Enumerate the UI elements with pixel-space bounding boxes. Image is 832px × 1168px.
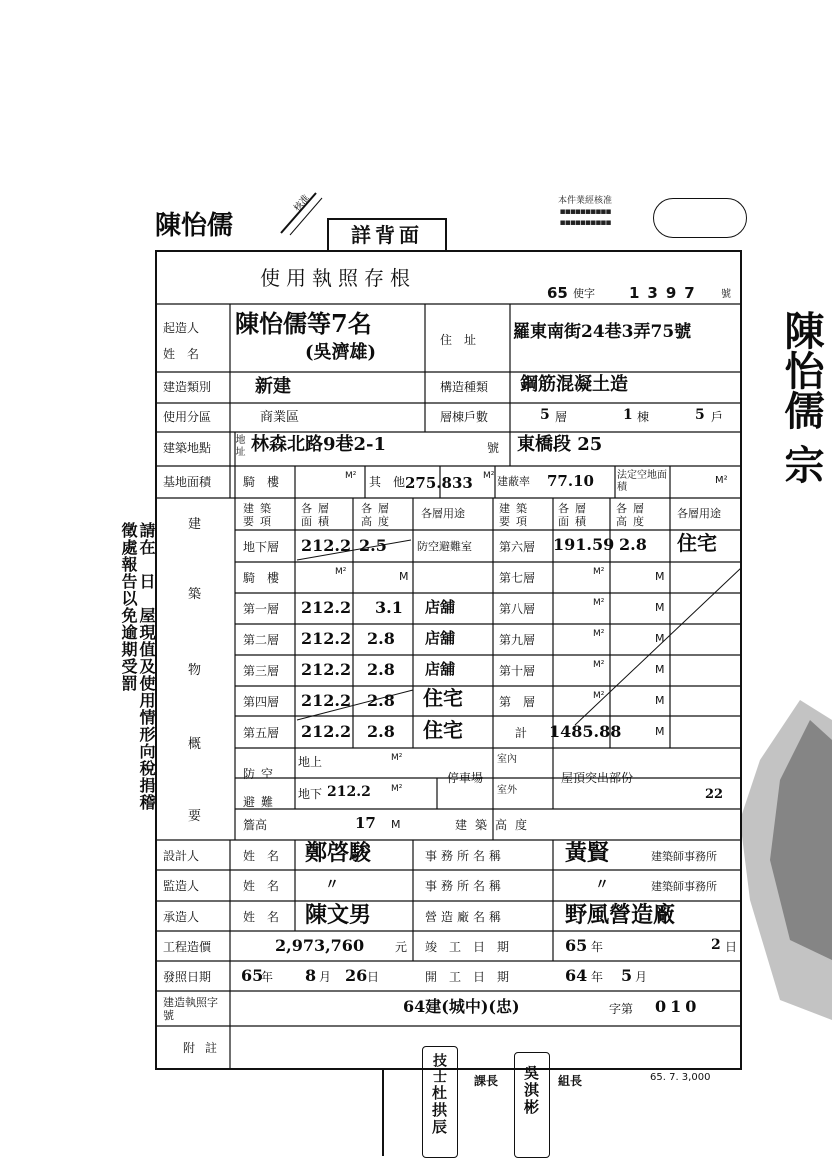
detail-back-stamp: 詳背面 bbox=[327, 218, 447, 252]
chief-seal: 吳淇彬 bbox=[514, 1052, 550, 1158]
form-title: 使用執照存根 bbox=[260, 266, 416, 290]
total-area: 1485.88 bbox=[549, 722, 622, 741]
contractor-firm: 野風營造廠 bbox=[565, 902, 676, 928]
designer-name: 鄭啓駿 bbox=[305, 840, 372, 866]
building-type: 新建 bbox=[255, 376, 291, 397]
builder-address: 羅東南街24巷3弄75號 bbox=[513, 322, 692, 342]
permit-form: 使用執照存根 65 使字 1397 號 起造人 姓 名 陳怡儒等7名 (吳濟雄) 住 址 羅東南街24巷3弄75號 建造類別 新建 構造種類 鋼筋混凝土造 使用分區 商業區 層棟戶數 5 層 1 棟 5 戶 建築地點 地址 林森北路9巷2-1 號 東橋段 25 基地面積 騎 樓 M² 其 他 275.833 M² 建蔽率 77.10 法定空地面積 M² 建 築 物 概 要 建築要項 各層面積 各層高度 各層用途 建築要項 各層面積 各層高度 各層用途 地下層 212.2 2.5 防空避難室 騎 樓 M² M 第一層 212.2 3.1 店舖 第二層 212.2 2.8 店舖 第三層 212.2 2.8 店舖 第四層 212.2 2.8 住宅 第五層 212.2 2.8 住宅 第六層 191.59 2.8 住宅 第七層 M² M 第八層 M² M 第九層 M² M 第十層 M² M 第 層 M² M 計 1485.88 M 防空避難 地上 M² 地下 212.2 M² 停車場 室內 室外 屋頂突出部份 22 簷高 17 M 建築高度 設計人 姓 名 鄭啓駿 事務所名稱 黃賢 建築師事務所 監造人 姓 名 〃 事務所名稱 〃 建築師事務所 承造人 姓 名 陳文男 營造廠名稱 野風營造廠 工程造價 2,973,760 元 竣工日期 65 年 2 日 發照日期 65 年 8 月 26 日 開工日期 64 年 5 月 建造執照字號 64建(城中)(忠) 字第 010 附註 bbox=[155, 250, 742, 1070]
approval-mark: 核准 bbox=[276, 188, 326, 238]
project-cost: 2,973,760 bbox=[275, 936, 365, 955]
right-margin-text: 陳怡儒 宗 bbox=[778, 310, 825, 484]
oval-seal bbox=[653, 198, 747, 238]
builder-name: 陳怡儒等7名 bbox=[235, 309, 372, 338]
other-area: 275.833 bbox=[405, 474, 473, 492]
top-right-stamp: 本件業經核准 ▪▪▪▪▪▪▪▪▪▪ ▪▪▪▪▪▪▪▪▪▪ bbox=[525, 196, 750, 240]
contractor-name: 陳文男 bbox=[305, 902, 372, 928]
construction-permit-number: 64建(城中)(忠) bbox=[403, 997, 520, 1016]
use-zone: 商業區 bbox=[260, 410, 300, 425]
site-address: 林森北路9巷2-1 bbox=[251, 434, 387, 455]
tax-reminder-note: 請在 日 屋現值及使用情形向稅捐稽徵處報告以免逾期受罰 bbox=[119, 522, 156, 811]
owner-name-top: 陳怡儒 bbox=[155, 211, 234, 241]
coverage-ratio: 77.10 bbox=[547, 472, 594, 490]
scan-smudge bbox=[740, 700, 832, 1020]
tech-seal: 技士 杜拱辰 bbox=[422, 1046, 458, 1158]
structure-type: 鋼筋混凝土造 bbox=[520, 374, 628, 395]
bottom-stamps: 技士 杜拱辰 課長 吳淇彬 組長 bbox=[382, 1070, 642, 1160]
print-info: 65. 7. 3,000 bbox=[650, 1072, 711, 1083]
permit-year: 65 bbox=[547, 284, 568, 302]
builder-alias: (吳濟雄) bbox=[305, 342, 377, 363]
permit-number: 1397 bbox=[629, 284, 703, 302]
site-lot: 東橋段 25 bbox=[517, 434, 603, 455]
